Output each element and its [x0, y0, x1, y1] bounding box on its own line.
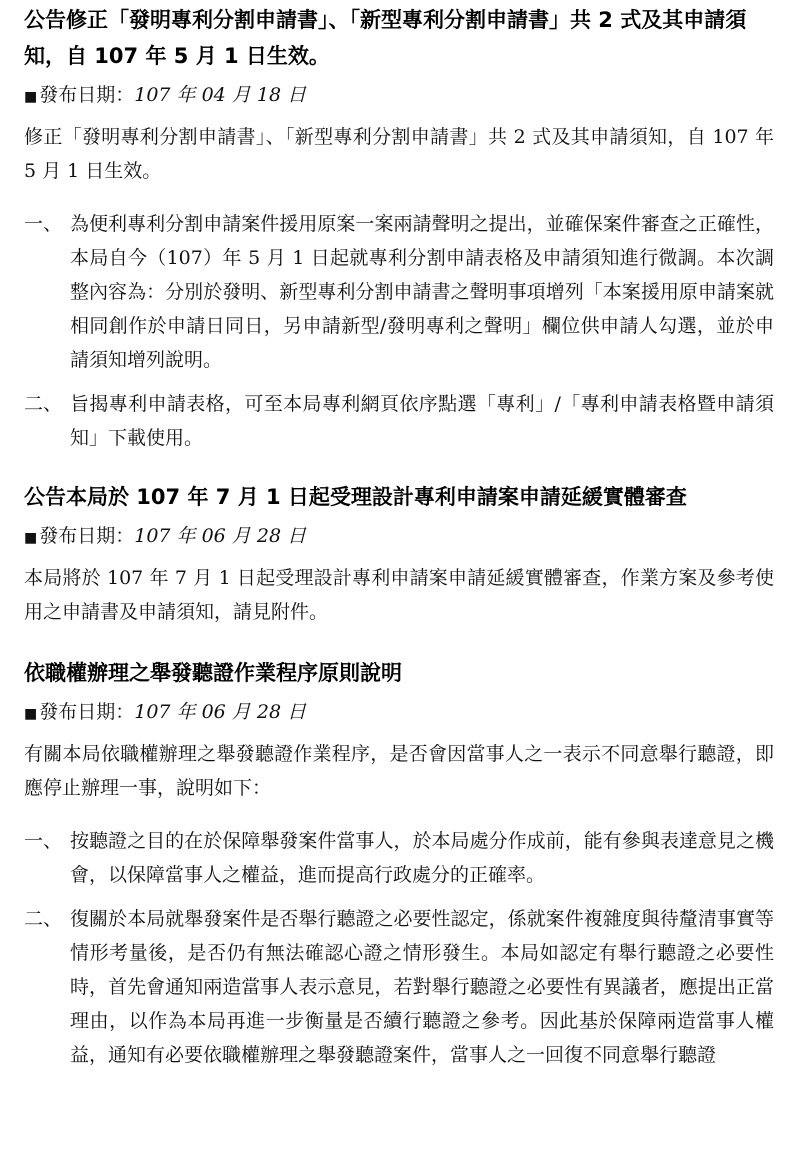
item-text: 旨揭專利申請表格，可至本局專利網頁依序點選「專利」/「專利申請表格暨申請須知」下載使用。 — [70, 393, 774, 449]
announcement-article — [24, 479, 774, 629]
article-title[interactable]: 公告修正「發明專利分割申請書」、「新型專利分割申請書」共 2 式及其申請須知，自 107 年 5 月 1 日生效。 — [24, 8, 747, 68]
publish-date — [24, 697, 774, 729]
article-title[interactable]: 依職權辦理之舉發聽證作業程序原則說明 — [24, 661, 402, 685]
item-number: 一、 — [24, 213, 63, 235]
square-bullet-icon: ■ — [24, 89, 38, 105]
square-bullet-icon: ■ — [24, 530, 38, 546]
item-number: 二、 — [24, 908, 63, 930]
list-item — [24, 387, 774, 455]
item-number: 一、 — [24, 830, 63, 852]
list-item — [24, 902, 774, 1072]
publish-date — [24, 521, 774, 553]
square-bullet-icon: ■ — [24, 706, 38, 722]
date-value: 107 年 06 月 28 日 — [134, 525, 307, 547]
article-intro: 有關本局依職權辦理之舉發聽證作業程序，是否會因當事人之一表示不同意舉行聽證，即應停止辦理一事，說明如下： — [24, 743, 774, 799]
list-item — [24, 207, 774, 377]
article-intro: 本局將於 107 年 7 月 1 日起受理設計專利申請案申請延緩實體審查，作業方案及參考使用之申請書及申請須知，請見附件。 — [24, 567, 774, 623]
article-title[interactable]: 公告本局於 107 年 7 月 1 日起受理設計專利申請案申請延緩實體審查 — [24, 485, 687, 509]
announcement-article — [24, 0, 774, 455]
item-text: 為便利專利分割申請案件援用原案一案兩請聲明之提出，並確保案件審查之正確性，本局自今（107）年 5 月 1 日起就專利分割申請表格及申請須知進行微調。本次調整內容為：分別於發明、新型專利分割申請書之聲明事項增列「本案援用原申請案就相同創作於申請日同日，另申請新型/發明專利之聲明」欄位供申請人勾選，並於申請須知增列說明。 — [70, 213, 774, 371]
list-item — [24, 824, 774, 892]
date-label: 發布日期： — [39, 525, 135, 547]
date-value: 107 年 06 月 28 日 — [134, 701, 307, 723]
article-intro: 修正「發明專利分割申請書」、「新型專利分割申請書」共 2 式及其申請須知，自 107 年 5 月 1 日生效。 — [24, 126, 774, 182]
publish-date — [24, 80, 774, 112]
item-number: 二、 — [24, 393, 63, 415]
item-text: 復關於本局就舉發案件是否舉行聽證之必要性認定，係就案件複雜度與待釐清事實等情形考量後，是否仍有無法確認心證之情形發生。本局如認定有舉行聽證之必要性時，首先會通知兩造當事人表示意見，若對舉行聽證之必要性有異議者，應提出正當理由，以作為本局再進一步衡量是否續行聽證之參考。因此基於保障兩造當事人權益，通知有必要依職權辦理之舉發聽證案件，當事人之一回復不同意舉行聽證 — [70, 908, 774, 1066]
date-label: 發布日期： — [39, 701, 135, 723]
date-label: 發布日期： — [39, 84, 135, 106]
item-text: 按聽證之目的在於保障舉發案件當事人，於本局處分作成前，能有參與表達意見之機會，以保障當事人之權益，進而提高行政處分的正確率。 — [70, 830, 774, 886]
date-value: 107 年 04 月 18 日 — [134, 84, 307, 106]
announcement-article — [24, 655, 774, 1072]
